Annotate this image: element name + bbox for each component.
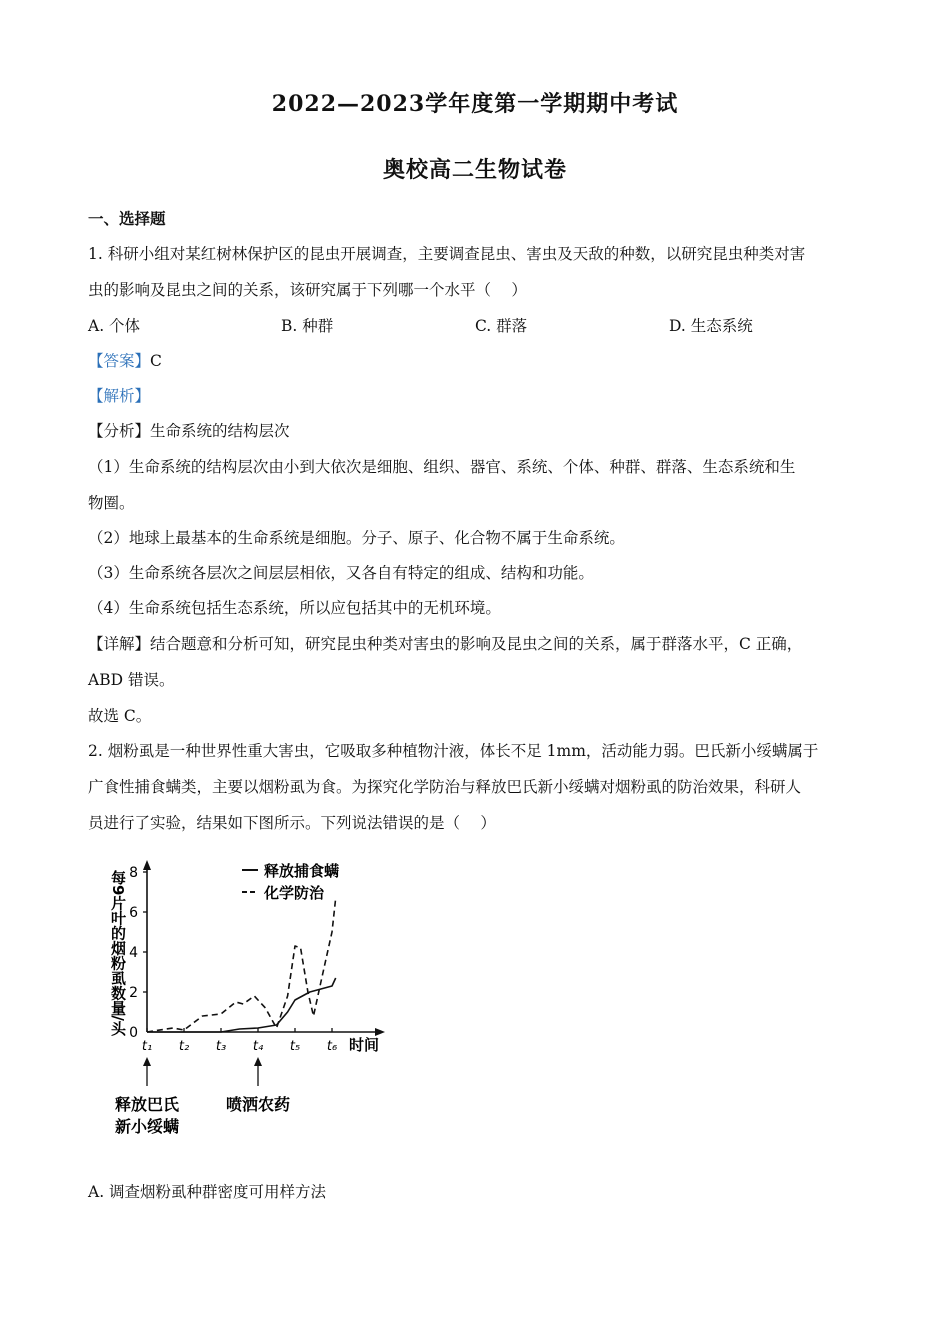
q1-point-3: （3）生命系统各层次之间层层相依，又各自有特定的组成、结构和功能。 xyxy=(88,564,594,582)
annotation-label: 新小绥螨 xyxy=(114,1117,180,1136)
y-axis-label: 每9片叶的烟粉虱数量/头 xyxy=(109,870,127,1036)
y-tick-label: 2 xyxy=(129,985,138,1001)
population-chart xyxy=(100,848,400,1168)
legend-item: 释放捕食螨 xyxy=(264,862,340,880)
x-tick-label: t₂ xyxy=(178,1039,190,1054)
q1-option-d: D. 生态系统 xyxy=(669,317,753,335)
q1-detail-line-2: ABD 错误。 xyxy=(88,671,175,689)
q1-stem-line-2: 虫的影响及昆虫之间的关系，该研究属于下列哪一个水平（ ） xyxy=(88,281,527,299)
q1-option-c: C. 群落 xyxy=(475,317,528,335)
q1-detail-line-1: 【详解】结合题意和分析可知，研究昆虫种类对害虫的影响及昆虫之间的关系，属于群落水平，C 正确， xyxy=(88,635,803,653)
series-line-2 xyxy=(147,898,336,1032)
x-tick-label: t₅ xyxy=(289,1039,301,1054)
q2-stem-line-1: 2. 烟粉虱是一种世界性重大害虫，它吸取多种植物汁液，体长不足 1mm，活动能力弱。巴氏新小绥螨属于 xyxy=(88,742,819,760)
y-tick-label: 0 xyxy=(129,1025,138,1041)
x-tick-label: t₆ xyxy=(326,1039,338,1054)
legend-item: 化学防治 xyxy=(264,884,325,902)
q1-fenxi: 【分析】生命系统的结构层次 xyxy=(88,422,290,440)
x-tick-label: t₄ xyxy=(252,1039,264,1054)
y-tick-label: 8 xyxy=(129,865,138,881)
x-tick-label: t₃ xyxy=(215,1039,227,1054)
q1-option-b: B. 种群 xyxy=(281,317,334,335)
x-tick-label: t₁ xyxy=(141,1039,153,1054)
annotation-label: 喷洒农药 xyxy=(225,1095,291,1114)
title-line-1: 2022—2023学年度第一学期期中考试 xyxy=(271,91,679,117)
q1-point-4: （4）生命系统包括生态系统，所以应包括其中的无机环境。 xyxy=(88,599,501,617)
x-axis-label: 时间 xyxy=(349,1036,380,1054)
q1-option-a: A. 个体 xyxy=(88,317,141,335)
annotation-label: 释放巴氏 xyxy=(114,1095,180,1114)
q1-point-1b: 物圈。 xyxy=(88,494,135,512)
answer-tag: 【答案】 xyxy=(88,352,151,370)
y-axis-arrow xyxy=(143,860,151,870)
title-line-2: 奥校高二生物试卷 xyxy=(382,157,567,183)
q2-option-a: A. 调查烟粉虱种群密度可用样方法 xyxy=(88,1183,327,1201)
y-tick-label: 6 xyxy=(129,905,138,921)
q2-stem-line-3: 员进行了实验，结果如下图所示。下列说法错误的是（ ） xyxy=(88,814,496,832)
y-tick-label: 4 xyxy=(129,945,138,961)
x-axis-arrow xyxy=(375,1028,385,1036)
annotation-arrowhead xyxy=(143,1057,151,1066)
q2-stem-line-2: 广食性捕食螨类，主要以烟粉虱为食。为探究化学防治与释放巴氏新小绥螨对烟粉虱的防治效果，科研人 xyxy=(88,778,802,796)
section-heading: 一、选择题 xyxy=(88,209,166,228)
q1-conclusion: 故选 C。 xyxy=(88,707,152,725)
q1-point-1a: （1）生命系统的结构层次由小到大依次是细胞、组织、器官、系统、个体、种群、群落、生态系统和生 xyxy=(88,458,796,476)
q1-analysis-tag: 【解析】 xyxy=(88,387,151,405)
answer-value: C xyxy=(150,352,162,370)
q1-stem-line-1: 1. 科研小组对某红树林保护区的昆虫开展调查，主要调查昆虫、害虫及天敌的种数，以研究昆虫种类对害 xyxy=(88,245,806,263)
annotation-arrowhead xyxy=(254,1057,262,1066)
q1-answer xyxy=(88,349,868,371)
series-line-1 xyxy=(147,978,336,1032)
q1-point-2: （2）地球上最基本的生命系统是细胞。分子、原子、化合物不属于生命系统。 xyxy=(88,529,625,547)
